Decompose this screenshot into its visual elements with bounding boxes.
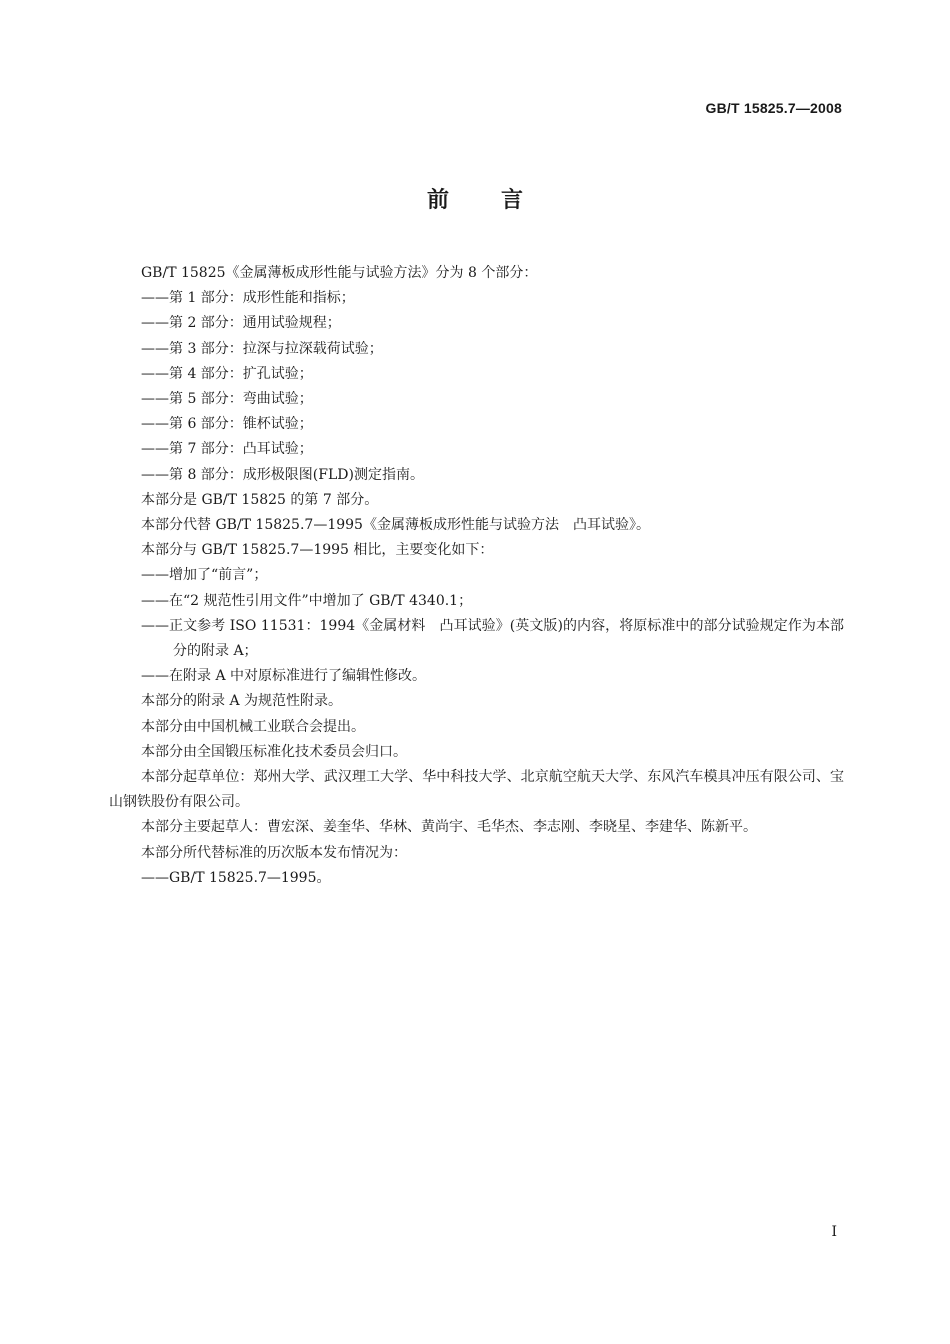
list-item: ——第 5 部分：弯曲试验； bbox=[141, 391, 313, 408]
paragraph: 本部分是 GB/T 15825 的第 7 部分。 bbox=[141, 491, 379, 508]
page-title: 前言 bbox=[426, 188, 575, 213]
paragraph: 本部分与 GB/T 15825.7—1995 相比，主要变化如下： bbox=[141, 542, 494, 559]
drafters: 本部分主要起草人：曹宏深、姜奎华、华林、黄尚宇、毛华杰、李志刚、李晓星、李建华、陈新平。 bbox=[141, 819, 757, 836]
paragraph: 本部分所代替标准的历次版本发布情况为： bbox=[141, 844, 407, 861]
list-item: ——第 7 部分：凸耳试验； bbox=[141, 441, 313, 458]
list-item: ——第 3 部分：拉深与拉深载荷试验； bbox=[141, 340, 383, 357]
document-number: GB/T 15825.7—2008 bbox=[705, 100, 842, 116]
change-item: ——正文参考 ISO 11531：1994《金属材料 凸耳试验》(英文版)的内容，将原标准中的部分试验规定作为本部分的附录 A； bbox=[141, 617, 844, 660]
list-item: ——第 8 部分：成形极限图(FLD)测定指南。 bbox=[141, 466, 424, 483]
history-item: ——GB/T 15825.7—1995。 bbox=[141, 869, 331, 886]
document-body bbox=[109, 261, 844, 891]
page-number: I bbox=[831, 1224, 837, 1240]
change-item: ——增加了“前言”； bbox=[141, 567, 268, 584]
drafting-units: 本部分起草单位：郑州大学、武汉理工大学、华中科技大学、北京航空航天大学、东风汽车模具冲压有限公司、宝山钢铁股份有限公司。 bbox=[109, 769, 844, 811]
list-item: ——第 6 部分：锥杯试验； bbox=[141, 416, 313, 433]
paragraph: 本部分由中国机械工业联合会提出。 bbox=[141, 718, 365, 735]
paragraph: 本部分的附录 A 为规范性附录。 bbox=[141, 693, 343, 710]
list-item: ——第 4 部分：扩孔试验； bbox=[141, 365, 313, 382]
change-item: ——在“2 规范性引用文件”中增加了 GB/T 4340.1； bbox=[141, 592, 473, 609]
list-item: ——第 1 部分：成形性能和指标； bbox=[141, 290, 355, 307]
change-item: ——在附录 A 中对原标准进行了编辑性修改。 bbox=[141, 668, 427, 685]
list-item: ——第 2 部分：通用试验规程； bbox=[141, 315, 341, 332]
intro-paragraph: GB/T 15825《金属薄板成形性能与试验方法》分为 8 个部分： bbox=[141, 265, 538, 281]
paragraph: 本部分代替 GB/T 15825.7—1995《金属薄板成形性能与试验方法 凸耳试验》。 bbox=[141, 517, 650, 534]
paragraph: 本部分由全国锻压标准化技术委员会归口。 bbox=[141, 743, 407, 760]
